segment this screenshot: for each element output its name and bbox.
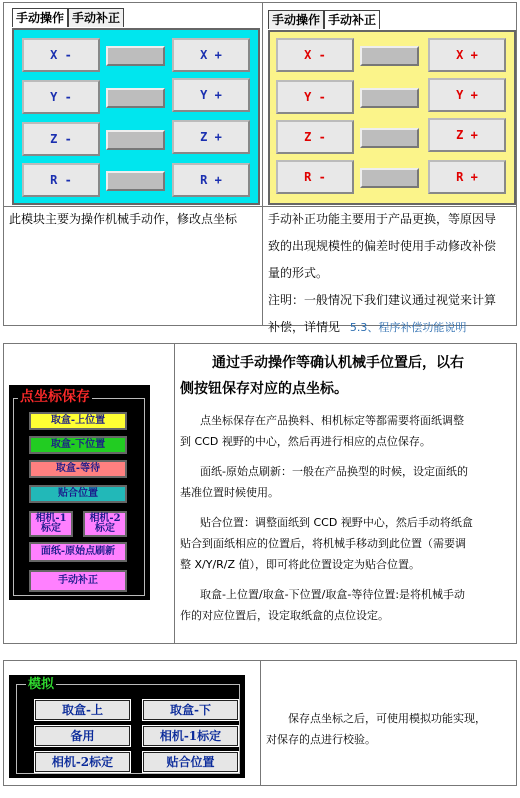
tab-manual-operation[interactable]: 手动操作	[12, 8, 68, 27]
manual-compensation-screen	[268, 8, 512, 201]
sim-pick-box-down-button[interactable]: 取盒-下	[143, 700, 238, 720]
z-value-box	[106, 130, 165, 150]
comp-note-line2	[268, 317, 516, 338]
comp-desc-line: 手动补正功能主要用于产品更换，等原因导	[268, 212, 497, 226]
tab-manual-compensation[interactable]: 手动补正	[68, 8, 124, 27]
point-save-screen	[9, 385, 150, 600]
sim-desc-line: 保存点坐标之后，可使用模拟功能实现，	[288, 712, 486, 725]
simulation-description	[266, 708, 514, 750]
r-plus-comp-button[interactable]: R +	[428, 160, 506, 194]
z-minus-comp-button[interactable]: Z -	[276, 120, 354, 154]
point-save-para-1	[180, 410, 514, 452]
tab-manual-compensation[interactable]: 手动补正	[324, 10, 380, 29]
point-save-para-3	[180, 512, 514, 575]
table-vdivider	[260, 660, 261, 786]
y-comp-value-box	[360, 88, 419, 108]
sim-desc-line: 对保存的点进行校验。	[266, 733, 376, 746]
camera2-calibration-button[interactable]: 相机-2 标定	[83, 511, 127, 537]
r-minus-comp-button[interactable]: R -	[276, 160, 354, 194]
z-plus-comp-button[interactable]: Z +	[428, 118, 506, 152]
para-line: 贴合到面纸相应的位置后，将机械手移动到此位置（需要调	[180, 537, 466, 550]
sim-camera2-calibration-button[interactable]: 相机-2标定	[35, 752, 130, 772]
point-save-description	[180, 352, 514, 626]
para-line: 作的对应位置后，设定取纸盒的点位设定。	[180, 609, 389, 622]
y-plus-comp-button[interactable]: Y +	[428, 78, 506, 112]
manual-tabs	[12, 8, 124, 28]
y-minus-comp-button[interactable]: Y -	[276, 80, 354, 114]
y-minus-button[interactable]: Y -	[22, 80, 100, 114]
comp-note-text: 补偿，详情见	[268, 320, 341, 334]
z-comp-value-box	[360, 128, 419, 148]
point-save-heading-2: 侧按钮保存对应的点坐标。	[180, 381, 348, 397]
para-line: 面纸-原始点刷新：一般在产品换型的时候，设定面纸的	[200, 465, 468, 478]
comp-desc-line: 致的出现规模性的偏差时使用手动修改补偿	[268, 239, 497, 253]
para-line: 整 X/Y/R/Z 值），即可将此位置设定为贴合位置。	[180, 558, 421, 571]
r-minus-button[interactable]: R -	[22, 163, 100, 197]
para-line: 点坐标保存在产品换料、相机标定等都需要将面纸调整	[200, 414, 464, 427]
x-value-box	[106, 46, 165, 66]
para-line: 取盒-上位置/取盒-下位置/取盒-等待位置:是将机械手动	[200, 588, 466, 601]
manual-operation-screen	[12, 8, 256, 201]
comp-note-line: 注明：一般情况下我们建议通过视觉来计算	[268, 293, 497, 307]
y-value-box	[106, 88, 165, 108]
x-minus-comp-button[interactable]: X -	[276, 38, 354, 72]
z-plus-button[interactable]: Z +	[172, 120, 250, 154]
para-line: 到 CCD 视野的中心，然后再进行相应的点位保存。	[180, 435, 431, 448]
pick-box-down-button[interactable]: 取盒-下位置	[29, 436, 127, 454]
point-save-para-4	[180, 584, 514, 626]
comp-desc-line: 量的形式。	[268, 266, 329, 280]
program-compensation-link[interactable]: 5.3、程序补偿功能说明	[349, 321, 467, 334]
y-plus-button[interactable]: Y +	[172, 78, 250, 112]
r-value-box	[106, 171, 165, 191]
x-minus-button[interactable]: X -	[22, 38, 100, 72]
table-hdivider	[3, 206, 517, 207]
x-comp-value-box	[360, 46, 419, 66]
simulation-screen	[9, 675, 245, 778]
compensation-description	[268, 209, 516, 338]
simulation-title: 模拟	[28, 677, 55, 692]
tab-manual-operation[interactable]: 手动操作	[268, 10, 324, 29]
table-vdivider	[262, 2, 263, 326]
point-save-title: 点坐标保存	[20, 389, 90, 405]
comp-tabs	[268, 10, 380, 30]
point-save-para-2	[180, 461, 514, 503]
table-vdivider	[174, 343, 175, 644]
para-line: 贴合位置：调整面纸到 CCD 视野中心，然后手动将纸盒	[200, 516, 473, 529]
r-comp-value-box	[360, 168, 419, 188]
sim-spare-button[interactable]: 备用	[35, 726, 130, 746]
point-save-heading: 通过手动操作等确认机械手位置后，以右	[212, 355, 464, 371]
sim-attach-position-button[interactable]: 贴合位置	[143, 752, 238, 772]
camera1-calibration-button[interactable]: 相机-1 标定	[29, 511, 73, 537]
tissue-origin-refresh-button[interactable]: 面纸-原始点刷新	[29, 542, 127, 562]
manual-description: 此模块主要为操作机械手动作，修改点坐标	[9, 212, 238, 226]
attach-position-button[interactable]: 贴合位置	[29, 485, 127, 503]
x-plus-comp-button[interactable]: X +	[428, 38, 506, 72]
manual-compensation-button[interactable]: 手动补正	[29, 570, 127, 592]
pick-box-up-button[interactable]: 取盒-上位置	[29, 412, 127, 430]
yellow-comp-panel	[268, 30, 516, 205]
pick-box-wait-button[interactable]: 取盒-等待	[29, 460, 127, 478]
cyan-jog-panel	[12, 28, 260, 205]
x-plus-button[interactable]: X +	[172, 38, 250, 72]
z-minus-button[interactable]: Z -	[22, 122, 100, 156]
sim-pick-box-up-button[interactable]: 取盒-上	[35, 700, 130, 720]
para-line: 基准位置时候使用。	[180, 486, 279, 499]
r-plus-button[interactable]: R +	[172, 163, 250, 197]
sim-camera1-calibration-button[interactable]: 相机-1标定	[143, 726, 238, 746]
